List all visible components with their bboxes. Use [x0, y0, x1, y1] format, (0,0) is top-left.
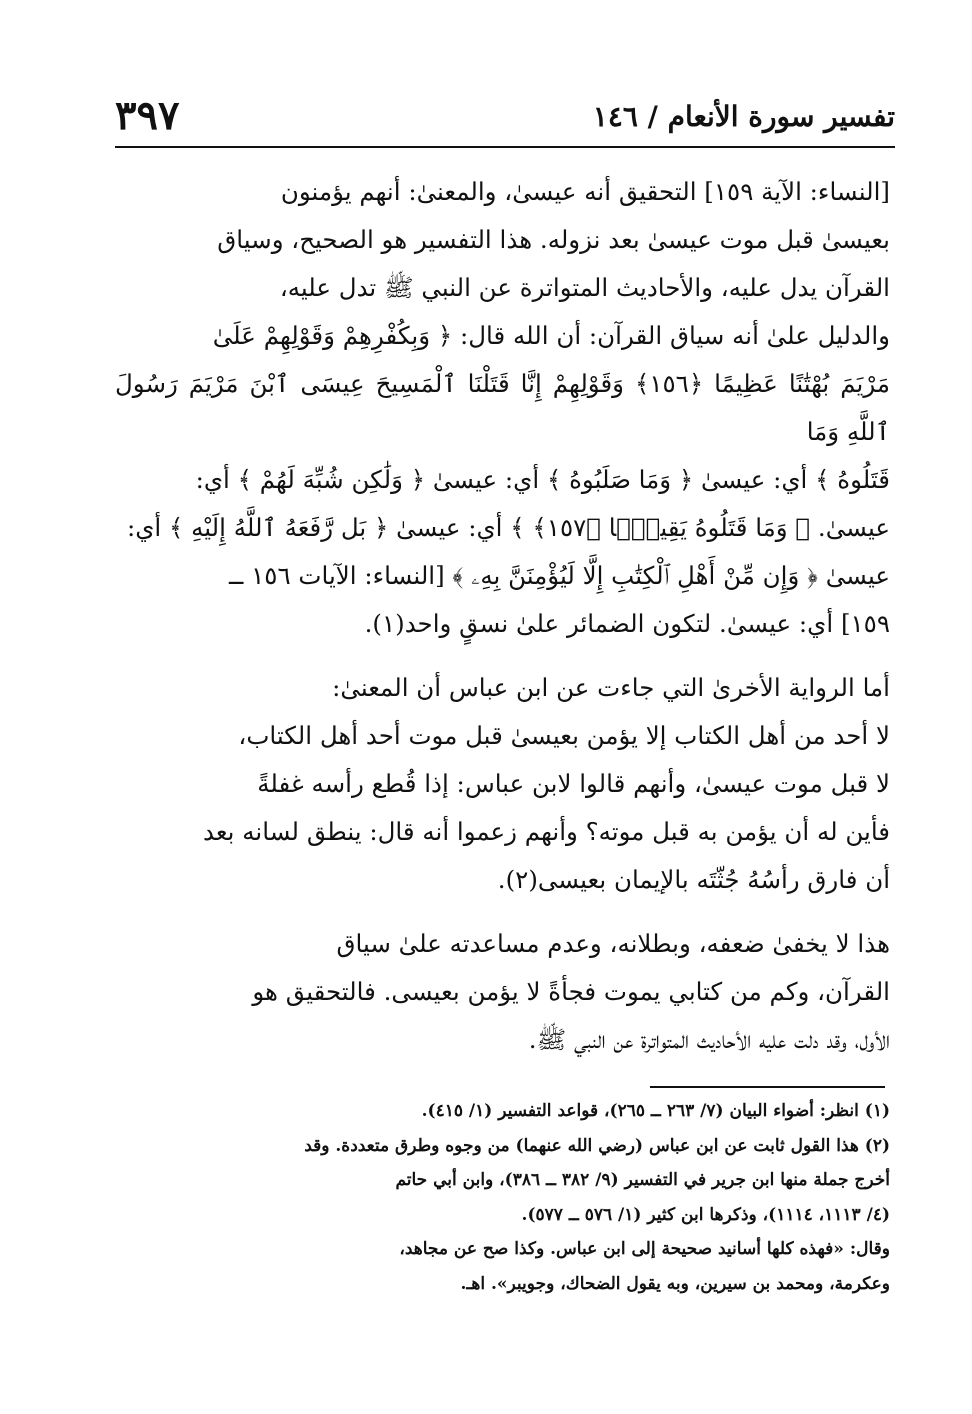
- footnotes: [115, 1094, 890, 1301]
- running-title: تفسير سورة الأنعام / ١٤٦: [592, 100, 895, 133]
- footnote-quote: وقال: «فهذه كلها أسانيد صحيحة إلى ابن عباس. وكذا صح عن مجاهد، وعكرمة، ومحمد بن سيرين، وبه يقول الضحاك، وجويبر». اهـ.: [399, 1239, 890, 1294]
- footnote-divider: [650, 1086, 885, 1088]
- footnote: (٢) هذا القول ثابت عن ابن عباس (رضي الله عنهما) من وجوه وطرق متعددة. وقد أخرج جملة منها ابن جرير في التفسير (٩/ ٣٨٢ ــ ٣٨٦)، وابن أبي حاتم (٤/ ١١١٣، ١١١٤)، وذكرها ابن كثير (١/ ٥٧٦ ــ ٥٧٧).: [304, 1135, 890, 1225]
- footnote: (١) انظر: أضواء البيان (٧/ ٢٦٣ ــ ٢٦٥)، قواعد التفسير (١/ ٤١٥).: [421, 1101, 890, 1121]
- body-paragraph: هذا لا يخفىٰ ضعفه، وبطلانه، وعدم مساعدته علىٰ سياق القرآن، وكم من كتابي يموت فجأةً لا يؤمن بعيسى. فالتحقيق هو الأول، وقد دلت عليه الأحاديث المتواترة عن النبي ﷺ.: [252, 929, 890, 1054]
- body-paragraph: [النساء: الآية ١٥٩] التحقيق أنه عيسىٰ، والمعنىٰ: أنهم يؤمنون بعيسىٰ قبل موت عيسىٰ بعد نزوله. هذا التفسير هو الصحيح، وسياق القرآن يدل عليه، والأحاديث المتواترة عن النبي ﷺ تدل عليه، والدليل علىٰ أنه سياق القرآن: أن الله قال: ﴿ وَبِكُفْرِهِمْ وَقَوْلِهِمْ عَلَىٰ مَرْيَمَ بُهْتَٰنًا عَظِيمًا ﴿١٥٦﴾ وَقَوْلِهِمْ إِنَّا قَتَلْنَا ٱلْمَسِيحَ عِيسَى ٱبْنَ مَرْيَمَ رَسُولَ ٱللَّهِ وَمَا قَتَلُوهُ ﴾ أي: عيسىٰ ﴿ وَمَا صَلَبُوهُ ﴾ أي: عيسىٰ ﴿ وَلَٰكِن شُبِّهَ لَهُمْ ﴾ أي: عيسىٰ. ﴿ وَمَا قَتَلُوهُ يَقِينًۢا ﴿١٥٧﴾ ﴾ أي: عيسىٰ ﴿ بَل رَّفَعَهُ ٱللَّهُ إِلَيْهِ ﴾ أي: عيسىٰ ﴿ وَإِن مِّنْ أَهْلِ ٱلْكِتَٰبِ إِلَّا لَيُؤْمِنَنَّ بِهِۦ ﴾ [النساء: الآيات ١٥٦ ــ ١٥٩] أي: عيسىٰ. لتكون الضمائر علىٰ نسقٍ واحد(١).: [115, 177, 890, 638]
- page-number: ٣٩٧: [115, 92, 180, 139]
- page-header: [115, 92, 895, 152]
- header-divider: [115, 146, 895, 148]
- body-paragraph: أما الرواية الأخرىٰ التي جاءت عن ابن عباس أن المعنىٰ: لا أحد من أهل الكتاب إلا يؤمن بعيسىٰ قبل موت أحد أهل الكتاب، لا قبل موت عيسىٰ، وأنهم قالوا لابن عباس: إذا قُطع رأسه غفلةً فأين له أن يؤمن به قبل موته؟ وأنهم زعموا أنه قال: ينطق لسانه بعد أن فارق رأسُهُ جُثّتَه بالإيمان بعيسى(٢).: [203, 673, 890, 894]
- main-text: [115, 168, 890, 1064]
